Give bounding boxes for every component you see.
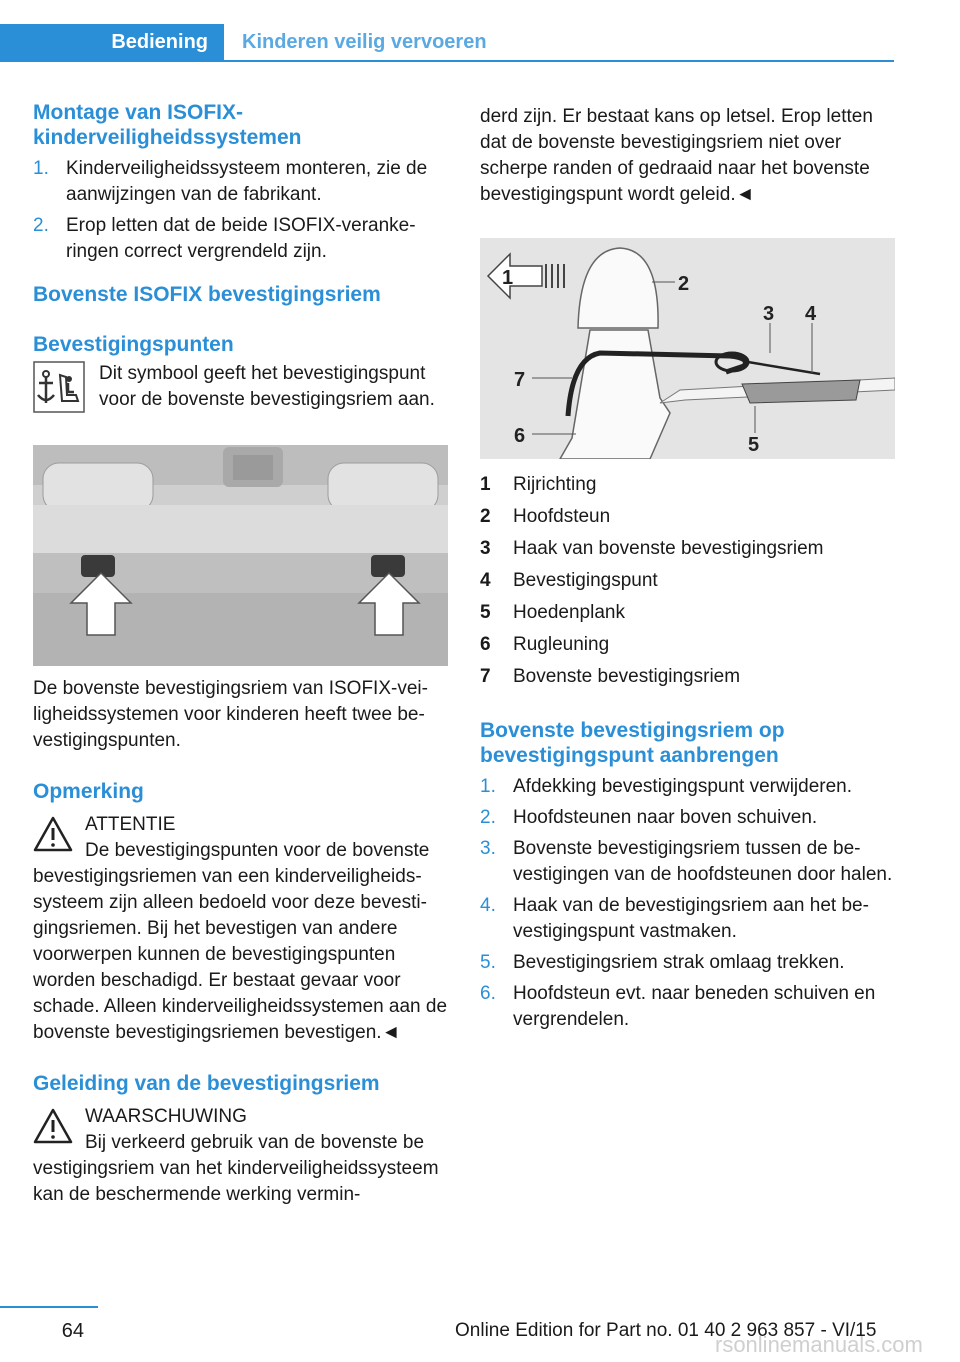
list-item: [480, 950, 895, 976]
legend-item: [480, 661, 895, 693]
symbol-note: [33, 361, 448, 431]
header-divider: [0, 60, 894, 62]
header-bar: [0, 24, 894, 62]
step-text: Haak van de bevestigingsriem aan het bevestigingspunt vastmaken.: [513, 895, 869, 942]
section-tab-kinderen[interactable]: Kinderen veilig vervoeren: [242, 30, 487, 53]
section-tab-bediening[interactable]: Bediening: [0, 24, 224, 60]
watermark: rsonlinemanuals.com: [715, 1332, 923, 1357]
legend-number: 2: [480, 506, 491, 527]
list-item: [33, 213, 448, 265]
waarschuwing-label: WAARSCHUWING: [85, 1106, 247, 1127]
step-text: Hoofdsteun evt. naar beneden schuiven en vergrendelen.: [513, 983, 876, 1030]
legend-item: [480, 501, 895, 533]
list-item: [480, 981, 895, 1033]
page-number: 64: [61, 1320, 84, 1342]
step-number: 6.: [480, 983, 496, 1004]
step-number: 2.: [480, 807, 496, 828]
heading-montage: Montage van ISOFIX-kinderveiligheidssystemen: [33, 101, 302, 149]
list-item: [480, 774, 895, 800]
page-footer: [0, 1306, 960, 1362]
montage-steps: [33, 156, 448, 265]
step-text: Bevestigingsriem strak omlaag trekken.: [513, 952, 845, 973]
waarschuwing-text: vestigingsriem van het kinderveiligheidssysteem kan de beschermende werking vermin-: [33, 1158, 439, 1205]
list-item: [480, 805, 895, 831]
step-number: 3.: [480, 838, 496, 859]
legend-number: 3: [480, 538, 491, 559]
diagram-label-6: 6: [514, 425, 526, 447]
attentie-note: [33, 812, 448, 1046]
warning-triangle-icon: [33, 816, 73, 852]
heading-opmerking: Opmerking: [33, 780, 144, 803]
diagram-legend: [480, 469, 895, 693]
aanbrengen-steps: [480, 774, 895, 1033]
heading-bevestigingspunten: Bevestigingspunten: [33, 333, 234, 356]
attentie-text: bevestigingsriemen van een kinderveiligheidssysteem zijn alleen bedoeld voor deze bevestigingsriemen. Bij het bevestigen van andere voorwerpen kunnen de bevestigingspunten worden beschadigd. Er bestaat gevaar voor schade. Alleen kinderveiligheidssystemen aan de bovenste bevestigingsriemen bevestigen.◄: [33, 866, 448, 1043]
legend-number: 1: [480, 474, 491, 495]
step-number: 5.: [480, 952, 496, 973]
attentie-label: ATTENTIE: [85, 814, 176, 835]
footer-divider: [0, 1306, 98, 1308]
diagram-label-1: 1: [502, 267, 514, 289]
legend-number: 6: [480, 634, 491, 655]
step-text: Hoofdsteunen naar boven schuiven.: [513, 807, 818, 828]
symbol-description: Dit symbool geeft het bevestigingspunt voor de bovenste bevestigingsriem aan.: [99, 363, 435, 410]
legend-text: Hoofdsteun: [513, 506, 611, 527]
photo-description: De bovenste bevestigingsriem van ISOFIX-veiligheidssystemen voor kinderen heeft twee bevestigingspunten.: [33, 678, 428, 751]
list-item: [480, 893, 895, 945]
rear-seat-photo: [33, 445, 448, 666]
legend-text: Rugleuning: [513, 634, 610, 655]
tether-diagram: [480, 238, 895, 459]
legend-text: Haak van bovenste bevestigingsriem: [513, 538, 824, 559]
legend-item: [480, 533, 895, 565]
child-seat-anchor-icon: [33, 361, 85, 413]
step-number: 1.: [480, 776, 496, 797]
step-text: Erop letten dat de beide ISOFIX-verankeringen correct vergrendeld zijn.: [66, 215, 416, 262]
warning-continued-text: derd zijn. Er bestaat kans op letsel. Erop letten dat de bovenste bevestigingsriem niet over scherpe randen of gedraaid naar het bovenste bevestigingspunt wordt geleid.◄: [480, 106, 873, 205]
left-column: [33, 100, 448, 1208]
legend-text: Rijrichting: [513, 474, 597, 495]
step-number: 2.: [33, 215, 49, 236]
diagram-label-2: 2: [678, 273, 690, 295]
edition-text: Online Edition for Part no. 01 40 2 963 857 - VI/15: [455, 1320, 877, 1341]
legend-item: [480, 469, 895, 501]
heading-aanbrengen: Bovenste bevestigingsriem op bevestigingspunt aanbrengen: [480, 719, 785, 767]
waarschuwing-note: [33, 1104, 448, 1208]
step-number: 1.: [33, 158, 49, 179]
step-text: Kinderveiligheidssysteem monteren, zie de aanwijzingen van de fabrikant.: [66, 158, 428, 205]
diagram-label-4: 4: [805, 303, 817, 325]
waarschuwing-first-line: Bij verkeerd gebruik van de bovenste be: [85, 1132, 425, 1153]
step-text: Afdekking bevestigingspunt verwijderen.: [513, 776, 853, 797]
legend-item: [480, 565, 895, 597]
legend-number: 7: [480, 666, 491, 687]
list-item: [480, 836, 895, 888]
diagram-label-5: 5: [748, 434, 760, 456]
attentie-first-line: De bevestigingspunten voor de bovenste: [85, 840, 430, 861]
step-number: 4.: [480, 895, 496, 916]
right-column: [480, 104, 895, 1038]
legend-text: Bevestigingspunt: [513, 570, 658, 591]
legend-item: [480, 597, 895, 629]
list-item: [33, 156, 448, 208]
legend-item: [480, 629, 895, 661]
legend-number: 5: [480, 602, 491, 623]
diagram-label-3: 3: [763, 303, 775, 325]
legend-text: Hoedenplank: [513, 602, 625, 623]
legend-number: 4: [480, 570, 491, 591]
heading-bovenste-isofix: Bovenste ISOFIX bevestigingsriem: [33, 283, 381, 306]
legend-text: Bovenste bevestigingsriem: [513, 666, 741, 687]
step-text: Bovenste bevestigingsriem tussen de bevestigingen van de hoofdsteunen door halen.: [513, 838, 893, 885]
diagram-label-7: 7: [514, 369, 526, 391]
heading-geleiding: Geleiding van de bevestigingsriem: [33, 1072, 380, 1095]
warning-triangle-icon: [33, 1108, 73, 1144]
